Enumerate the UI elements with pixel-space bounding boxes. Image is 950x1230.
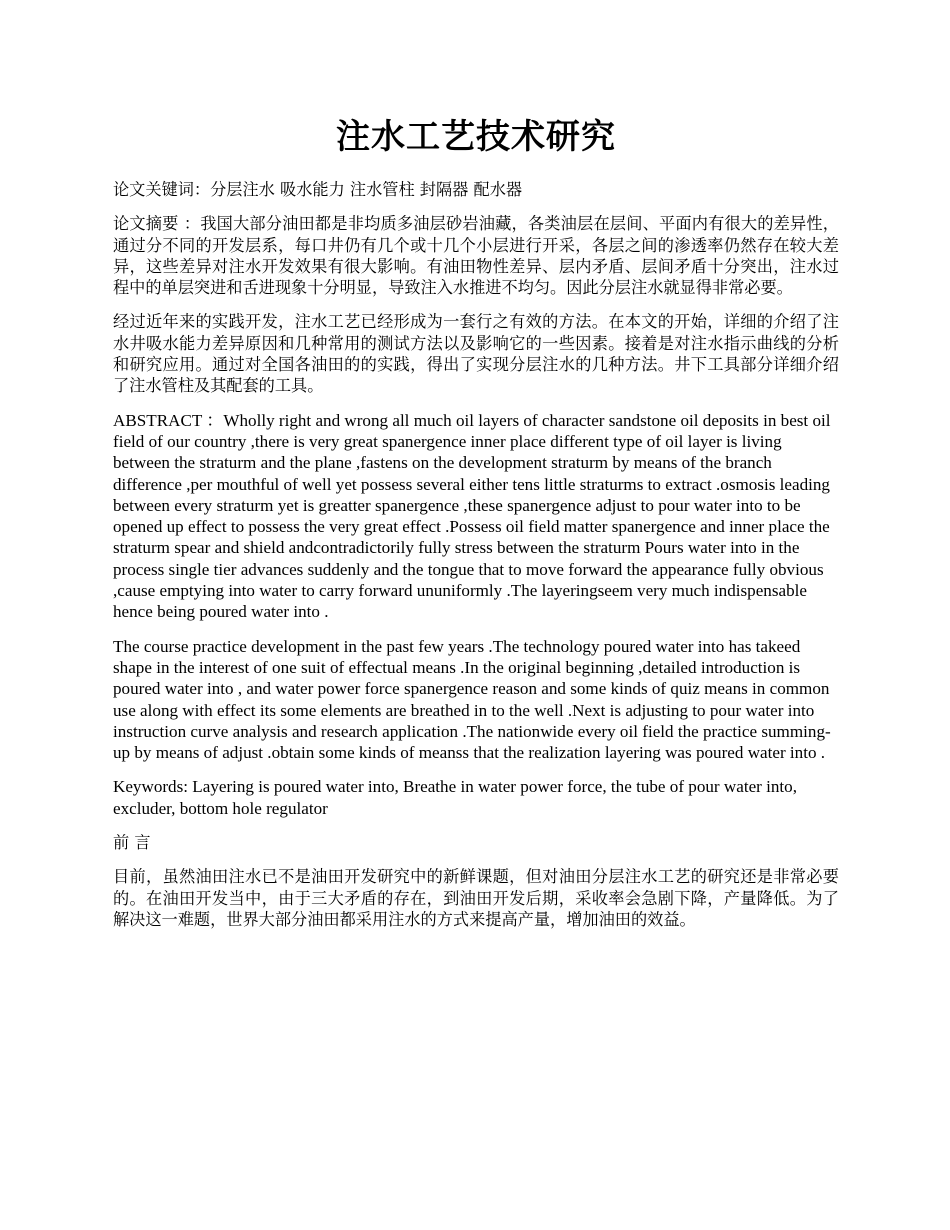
document-page — [113, 0, 839, 930]
practice-en-paragraph: The course practice development in the past few years .The technology poured water into has takeed shape in the interest of one suit of effectual means .In the original beginning ,detailed introduction is poured water into , and water power force spanergence reason and some kinds of quiz means in common use along with effect its some elements are breathed in to the well .Next is adjusting to pour water into instruction curve analysis and research application .The nationwide every oil field the practice summing-up by means of adjust .obtain some kinds of meanss that the realization layering was poured water into . — [113, 636, 831, 763]
abstract-cn-paragraph-1: 论文摘要 ：我国大部分油田都是非均质多油层砂岩油藏，各类油层在层间、平面内有很大的差异性，通过分不同的开发层系，每口井仍有几个或十几个小层进行开采，各层之间的渗透率仍然存在较大差异，这些差异对注水开发效果有很大影响。有油田物性差异、层内矛盾、层间矛盾十分突出，注水过程中的单层突进和舌进现象十分明显，导致注入水推进不均匀。因此分层注水就显得非常必要。 — [113, 214, 839, 298]
keywords-en: Keywords: Layering is poured water into, Breathe in water power force, the tube of pour water into, excluder, bottom hole regulator — [113, 777, 797, 818]
keywords-cn: 论文关键词：分层注水 吸水能力 注水管柱 封隔器 配水器 — [113, 180, 523, 199]
abstract-en-paragraph: ABSTRACT ：Wholly right and wrong all much oil layers of character sandstone oil deposits in best oil field of our country ,there is very great spanergence inner place different type of oil layer is living between the straturm and the plane ,fastens on the development straturm by means of the branch difference ,per mouthful of well yet possess several either tens little straturms to extract .osmosis leading between every straturm yet is greatter spanergence ,these spanergence adjust to pour water into to be opened up effect to possess the very great effect .Possess oil field matter spanergence and inner place the straturm spear and shield andcontradictorily fully stress between the straturm Pours water into in the process single tier advances suddenly and the tongue that to move forward the appearance fully obvious ,cause emptying into water to carry forward ununiformly .The layeringseem very much indispensable hence being poured water into . — [113, 410, 831, 622]
document-title: 注水工艺技术研究 — [336, 117, 616, 157]
preface-paragraph: 目前，虽然油田注水已不是油田开发研究中的新鲜课题，但对油田分层注水工艺的研究还是非常必要的。在油田开发当中，由于三大矛盾的存在，到油田开发后期，采收率会急剧下降，产量降低。为了解决这一难题，世界大部分油田都采用注水的方式来提高产量，增加油田的效益。 — [113, 867, 839, 929]
preface-heading: 前 言 — [113, 833, 151, 853]
abstract-cn-paragraph-2: 经过近年来的实践开发，注水工艺已经形成为一套行之有效的方法。在本文的开始，详细的介绍了注水井吸水能力差异原因和几种常用的测试方法以及影响它的一些因素。接着是对注水指示曲线的分析和研究应用。通过对全国各油田的的实践，得出了实现分层注水的几种方法。井下工具部分详细介绍了注水管柱及其配套的工具。 — [113, 312, 839, 396]
